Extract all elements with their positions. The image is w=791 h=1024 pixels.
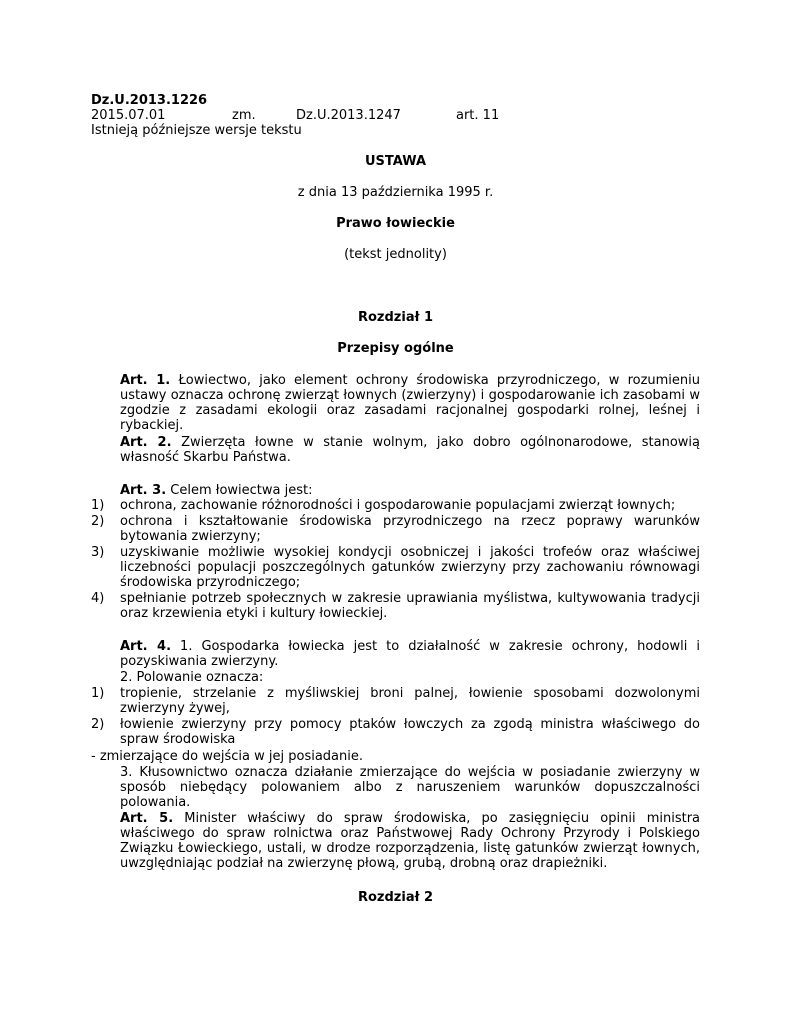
article-3-label: Art. 3.: [120, 483, 167, 498]
act-subtitle: (tekst jednolity): [344, 247, 447, 262]
list-item-text: łowienie zwierzyny przy pomocy ptaków łowczych za zgodą ministra właściwego do spraw środowiska: [120, 717, 700, 747]
doc-id: Dz.U.2013.1226: [91, 93, 208, 108]
article-1-text: Łowiectwo, jako element ochrony środowiska przyrodniczego, w rozumieniu ustawy oznacza ochronę zwierząt łownych (zwierzyny) i gospodarowanie ich zasobami w zgodzie z zasadami ekologii oraz zasadami racjonalnej gospodarki rolnej, leśnej i rybackiej.: [120, 373, 701, 433]
list-item-text: ochrona, zachowanie różnorodności i gospodarowanie populacjami zwierząt łownych;: [120, 498, 676, 513]
article-5: [91, 811, 700, 871]
act-name: Prawo łowieckie: [336, 216, 455, 231]
article-3-intro-line: [120, 483, 313, 498]
version-note: Istnieją późniejsze wersje tekstu: [91, 123, 302, 138]
list-item-number: 1): [91, 498, 105, 513]
article-4-paragraph-3: 3. Kłusownictwo oznacza działanie zmierzające do wejścia w posiadanie zwierzyny w sposób niebędący polowaniem albo z naruszeniem warunków dopuszczalności polowania.: [120, 765, 700, 810]
list-item-text: uzyskiwanie możliwie wysokiej kondycji osobniczej i jakości trofeów oraz właściwej liczebności populacji poszczególnych gatunków zwierzyny przy zachowaniu równowagi środowiska przyrodniczego;: [120, 545, 700, 590]
article-4-label: Art. 4.: [120, 639, 172, 654]
list-item-text: tropienie, strzelanie z myśliwskiej broni palnej, łowienie sposobami dozwolonymi zwierzyny żywej,: [120, 686, 700, 716]
list-item: [91, 545, 700, 590]
article-5-text: Minister właściwy do spraw środowiska, po zasięgnięciu opinii ministra właściwego do spraw rolnictwa oraz Państwowej Rady Ochrony Przyrody i Polskiego Związku Łowieckiego, ustali, w drodze rozporządzenia, listę gatunków zwierząt łownych, uwzględniając podział na zwierzynę płową, grubą, drobną oraz drapieżniki.: [120, 811, 701, 871]
list-item-number: 4): [91, 591, 105, 606]
list-item: [91, 686, 700, 716]
article-2-text: Zwierzęta łowne w stanie wolnym, jako dobro ogólnonarodowe, stanowią własność Skarbu Państwa.: [120, 435, 700, 465]
list-item-number: 1): [91, 686, 105, 701]
article-1: [91, 373, 700, 433]
list-item-number: 2): [91, 717, 105, 732]
chapter-1-heading: Rozdział 1: [357, 310, 433, 325]
article-2-label: Art. 2.: [120, 435, 172, 450]
article-3-intro: Celem łowiectwa jest:: [170, 483, 313, 498]
publication-date: 2015.07.01: [91, 108, 166, 123]
act-date: z dnia 13 października 1995 r.: [297, 185, 494, 200]
act-type: USTAWA: [364, 154, 427, 169]
article-2: [91, 435, 700, 465]
article-4-list-tail: - zmierzające do wejścia w jej posiadanie.: [91, 749, 363, 764]
list-item-text: ochrona i kształtowanie środowiska przyrodniczego na rzecz poprawy warunków bytowania zwierzyny;: [120, 514, 700, 544]
list-item: [91, 514, 700, 544]
article-5-label: Art. 5.: [120, 811, 174, 826]
chapter-2-heading: Rozdział 2: [357, 890, 433, 905]
article-4-paragraph-1: [91, 639, 700, 669]
list-item-number: 3): [91, 545, 105, 560]
chapter-1-title: Przepisy ogólne: [337, 341, 454, 356]
list-item: [91, 591, 700, 621]
amendment-marker: zm.: [232, 108, 256, 123]
list-item-number: 2): [91, 514, 105, 529]
list-item: [91, 717, 700, 747]
article-1-label: Art. 1.: [120, 373, 171, 388]
amendment-ref-art: art. 11: [456, 108, 500, 123]
list-item: [91, 498, 700, 513]
article-4-p1-text: 1. Gospodarka łowiecka jest to działalność w zakresie ochrony, hodowli i pozyskiwania zwierzyny.: [120, 639, 700, 669]
article-4-paragraph-2: 2. Polowanie oznacza:: [120, 670, 264, 685]
list-item-text: spełnianie potrzeb społecznych w zakresie uprawiania myślistwa, kultywowania tradycji oraz krzewienia etyki i kultury łowieckiej.: [120, 591, 700, 621]
amendment-ref-doc: Dz.U.2013.1247: [296, 108, 401, 123]
